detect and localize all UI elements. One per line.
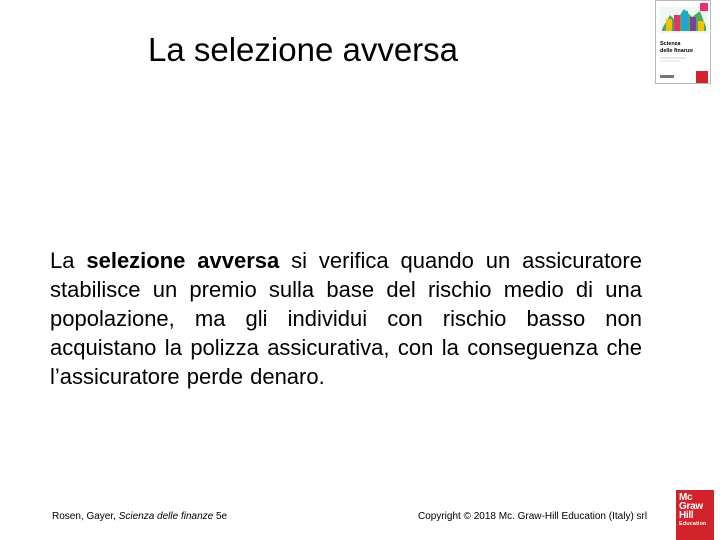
body-rest: si verifica quando un assicuratore stabilisce un premio sulla base del rischio medio di una popolazione, ma gli individui con rischio basso non acquistano la polizza assicurativa, con la conseguenza che l’assicuratore perde denaro. — [50, 248, 642, 389]
logo-line-graw: Graw — [679, 501, 703, 512]
footer-book-title: Scienza delle finanze — [118, 511, 214, 522]
footer-edition: 5e — [213, 511, 228, 522]
logo-line-education: Education — [679, 521, 707, 527]
slide-body-text — [50, 246, 642, 391]
mcgraw-hill-logo — [676, 490, 714, 540]
slide-title: La selezione avversa — [148, 31, 459, 68]
body-emphasis: selezione avversa — [86, 248, 280, 273]
logo-line-hill: Hill — [679, 510, 694, 521]
footer-citation — [52, 511, 227, 523]
cover-title-line1: Scienza — [660, 41, 681, 47]
cover-title-line2: delle finanze — [660, 48, 694, 54]
logo-line-mc: Mc — [679, 492, 693, 503]
book-cover-thumbnail — [655, 0, 711, 84]
book-cover-art — [656, 1, 711, 84]
footer-authors: Rosen, Gayer, — [52, 511, 119, 522]
body-lead: La — [50, 248, 87, 273]
footer-copyright: Copyright © 2018 Mc. Graw-Hill Education (Italy) srl — [418, 511, 648, 522]
